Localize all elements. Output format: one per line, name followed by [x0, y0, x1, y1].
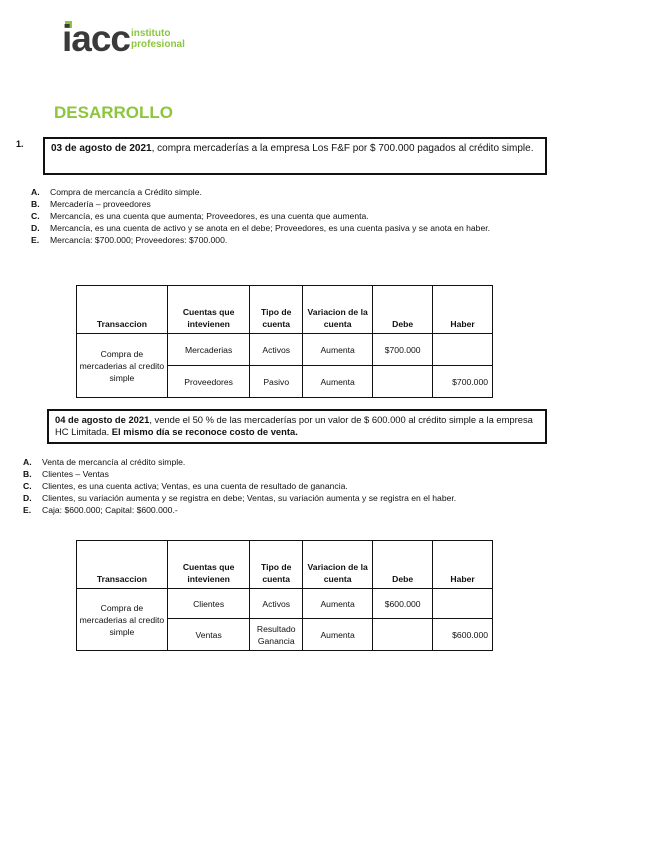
journal-table-2 [76, 540, 493, 651]
q2-date: 04 de agosto de 2021 [55, 414, 150, 425]
logo-line-1: instituto [131, 28, 171, 39]
list-item: B. Clientes – Ventas [23, 469, 109, 479]
header-debe: Debe [373, 541, 433, 589]
q1-text: , compra mercaderías a la empresa Los F&F por $ 700.000 pagados al crédito simple. [151, 143, 534, 154]
header-debe: Debe [373, 286, 433, 334]
header-tipo: Tipo de cuenta [250, 541, 303, 589]
header-haber: Haber [433, 541, 493, 589]
header-variacion: Variacion de la cuenta [303, 541, 373, 589]
transaction-cell: Compra de mercaderias al credito simple [77, 334, 168, 398]
table-row: Proveedores Pasivo Aumenta $700.000 [77, 366, 493, 398]
list-item: A. Compra de mercancía a Crédito simple. [31, 187, 202, 197]
q1-date: 03 de agosto de 2021 [51, 143, 152, 154]
page-heading: DESARROLLO [54, 103, 173, 122]
table-row: Compra de mercaderias al credito simple Mercaderias Activos Aumenta $700.000 [77, 334, 493, 366]
transaction-cell: Compra de mercaderias al credito simple [77, 589, 168, 651]
header-tipo: Tipo de cuenta [250, 286, 303, 334]
q1-answer-list [31, 186, 571, 246]
table-row: Ventas Resultado Ganancia Aumenta $600.000 [77, 619, 493, 651]
journal-table-1 [76, 285, 493, 398]
header-transaccion: Transaccion [77, 286, 168, 334]
list-item: C. Clientes, es una cuenta activa; Ventas, es una cuenta de resultado de ganancia. [23, 481, 348, 491]
logo-line-2: profesional [131, 39, 185, 50]
list-item: D. Clientes, su variación aumenta y se registra en debe; Ventas, su variación aumenta y se registra en el haber. [23, 493, 457, 503]
header-transaccion: Transaccion [77, 541, 168, 589]
list-item: D. Mercancía, es una cuenta de activo y se anota en el debe; Proveedores, es una cuenta pasiva y se anota en haber. [31, 223, 491, 233]
header-variacion: Variacion de la cuenta [303, 286, 373, 334]
logo-wordmark: iacc [62, 18, 131, 59]
list-item: E. Mercancía: $700.000; Proveedores: $700.000. [31, 235, 228, 245]
question-number: 1. [16, 139, 24, 149]
list-item: A. Venta de mercancía al crédito simple. [23, 457, 186, 467]
list-item: B. Mercadería – proveedores [31, 199, 151, 209]
header-cuentas: Cuentas que intevienen [167, 286, 250, 334]
list-item: C. Mercancía, es una cuenta que aumenta; Proveedores, es una cuenta que aumenta. [31, 211, 369, 221]
q2-text: , vende el 50 % de las mercaderías por un valor de $ 600.000 al crédito simple a la empresa HC Limitada. [55, 414, 533, 437]
question-1-box [43, 137, 547, 175]
header-haber: Haber [433, 286, 493, 334]
header-cuentas: Cuentas que intevienen [167, 541, 250, 589]
q2-answer-list [23, 456, 573, 516]
q2-bold-tail: El mismo día se reconoce costo de venta. [111, 426, 298, 437]
list-item: E. Caja: $600.000; Capital: $600.000.- [23, 505, 178, 515]
table-row: Compra de mercaderias al credito simple Clientes Activos Aumenta $600.000 [77, 589, 493, 619]
question-2-box [47, 409, 547, 444]
